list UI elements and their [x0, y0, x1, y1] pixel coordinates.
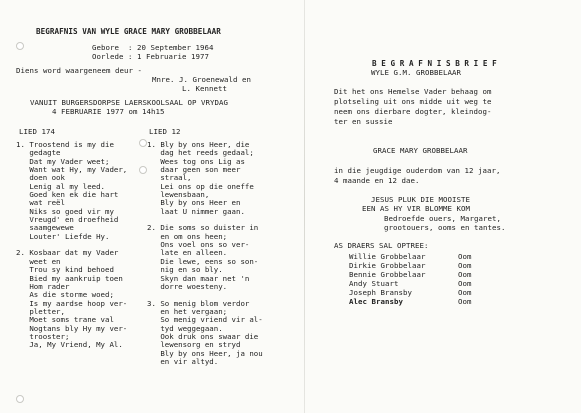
bearers-title: AS DRAERS SAL OPTREE: — [334, 241, 429, 250]
hymn-line: So menig vriend vir al- — [147, 315, 263, 325]
hymn-line: en het vergaan; — [147, 306, 228, 316]
hymn-line: Bied my aankruip toen — [16, 273, 123, 283]
hymn-line: Ons voel ons so ver- — [147, 240, 250, 250]
bearer-name: Andy Stuart — [349, 279, 399, 288]
hymn-line: late en alleen. — [147, 248, 228, 258]
mourners-line-1: Bedroefde ouers, Margaret, — [384, 214, 501, 223]
hymn-line: doen ook — [16, 173, 65, 183]
hymn-174-title: LIED 174 — [19, 127, 55, 136]
hymn-line: Lei ons op die oneffe — [147, 181, 254, 191]
hymn-line: Dat my Vader weet; — [16, 156, 110, 166]
service-by-label: Diens word waargeneem deur - — [16, 66, 142, 75]
birth-date: Gebore : 20 September 1964 — [92, 43, 214, 52]
age-line: in die jeugdige ouderdom van 12 jaar, — [334, 166, 501, 175]
hymn-line: Ja, My Vriend, My Al. — [16, 340, 123, 350]
hymn-line: Trou sy kind behoed — [16, 265, 114, 275]
bearer-name: Dirkie Grobbelaar — [349, 261, 426, 270]
hymn-line: Nogtans bly Hy my ver- — [16, 323, 128, 333]
hymn-line: nig en so bly. — [147, 265, 223, 275]
bearer-relation: Oom — [458, 270, 472, 279]
hymn-line: Skyn dan maar net 'n — [147, 273, 250, 283]
punch-hole — [139, 139, 147, 147]
hymn-line: Moet soms trane val — [16, 315, 114, 325]
hymn-line: 2. Kosbaar dat my Vader — [16, 248, 119, 258]
hymn-line: dag het reeds gedaal; — [147, 148, 254, 158]
hymn-line: dorre woesteny. — [147, 281, 228, 291]
age-line: 4 maande en 12 dae. — [334, 176, 420, 185]
hymn-line: As die storme woed; — [16, 290, 114, 300]
bearer-name: Bennie Grobbelaar — [349, 270, 426, 279]
hymn-line: Bly by ons Heer, ja nou — [147, 348, 263, 358]
venue-line-1: VANUIT BURGERSDORPSE LAERSKOOLSAAL OP VRYDAG — [30, 98, 228, 107]
hymn-line: saamgewewe — [16, 223, 74, 233]
hymn-line: wat reël — [16, 198, 65, 208]
bearer-relation: Oom — [458, 288, 472, 297]
hymn-line: Lenig al my leed. — [16, 181, 105, 191]
motto-line-1: JESUS PLUK DIE MOOISTE — [371, 195, 470, 204]
hymn-line: straal, — [147, 173, 192, 183]
hymn-line: Die lewe, eens so son- — [147, 256, 259, 266]
bearer-relation: Oom — [458, 261, 472, 270]
deceased-name: GRACE MARY GROBBELAAR — [373, 146, 468, 155]
punch-hole — [16, 42, 24, 50]
punch-hole — [16, 395, 24, 403]
announcement-line: Dit het ons Hemelse Vader behaag om — [334, 87, 492, 96]
mourners-line-2: grootouers, ooms en tantes. — [384, 223, 506, 232]
bearer-name: Alec Bransby — [349, 297, 403, 306]
hymn-line: Niks so goed vir my — [16, 206, 114, 216]
hymn-line: en vir altyd. — [147, 356, 219, 366]
hymn-line: trooster; — [16, 331, 70, 341]
hymn-line: laat U nimmer gaan. — [147, 206, 245, 216]
hymn-12-title: LIED 12 — [149, 127, 181, 136]
hymn-line: Ook druk ons swaar die — [147, 331, 259, 341]
hymn-12-text — [147, 141, 263, 366]
hymn-line: gedagte — [16, 148, 61, 158]
minister-1: Mnre. J. Groenewald en — [152, 75, 251, 84]
announcement-line: neem ons dierbare dogter, kleindog- — [334, 107, 492, 116]
hymn-line: Is my aardse hoop ver- — [16, 298, 128, 308]
bearer-name: Willie Grobbelaar — [349, 252, 426, 261]
letter-heading: B E G R A F N I S B R I E F — [372, 59, 497, 68]
announcement-line: ter en sussie — [334, 117, 393, 126]
hymn-line: Bly by ons Heer en — [147, 198, 241, 208]
hymn-line: 2. Die soms so duister in — [147, 223, 259, 233]
announcement-line: plotseling uit ons midde uit weg te — [334, 97, 492, 106]
page-fold — [304, 0, 305, 413]
death-date: Oorlede : 1 Februarie 1977 — [92, 52, 209, 61]
hymn-line: Hom rader — [16, 281, 70, 291]
hymn-line: lewensorg en stryd — [147, 340, 241, 350]
hymn-line: 1. Troostend is my die — [16, 140, 114, 149]
hymn-line: Want wat Hy, my Vader, — [16, 165, 128, 175]
bearer-name: Joseph Bransby — [349, 288, 412, 297]
hymn-174-text — [16, 141, 127, 350]
motto-line-2: EEN AS HY VIR BLOMME KOM — [362, 204, 470, 213]
minister-2: L. Kennett — [182, 84, 227, 93]
hymn-line: pletter, — [16, 306, 65, 316]
hymn-line: Vreugd' en droefheid — [16, 215, 119, 225]
hymn-line: weet en — [16, 256, 61, 266]
hymn-line: 3. So menig blom verdor — [147, 298, 250, 308]
hymn-line: lewensbaan, — [147, 190, 210, 200]
bearer-relation: Oom — [458, 252, 472, 261]
hymn-line: Wees tog ons Lig as — [147, 156, 245, 166]
hymn-line: Louter' Liefde Hy. — [16, 231, 110, 241]
hymn-line: Goed ken ek die hart — [16, 190, 119, 200]
letter-subheading: WYLE G.M. GROBBELAAR — [371, 68, 461, 77]
venue-line-2: 4 FEBRUARIE 1977 om 14h15 — [52, 107, 165, 116]
funeral-heading: BEGRAFNIS VAN WYLE GRACE MARY GROBBELAAR — [36, 27, 221, 36]
bearer-relation: Oom — [458, 297, 472, 306]
hymn-line: en om ons heen; — [147, 231, 228, 241]
hymn-line: 1. Bly by ons Heer, die — [147, 140, 250, 149]
bearer-relation: Oom — [458, 279, 472, 288]
punch-hole — [139, 166, 147, 174]
hymn-line: tyd weggegaan. — [147, 323, 223, 333]
hymn-line: daar geen son meer — [147, 165, 241, 175]
